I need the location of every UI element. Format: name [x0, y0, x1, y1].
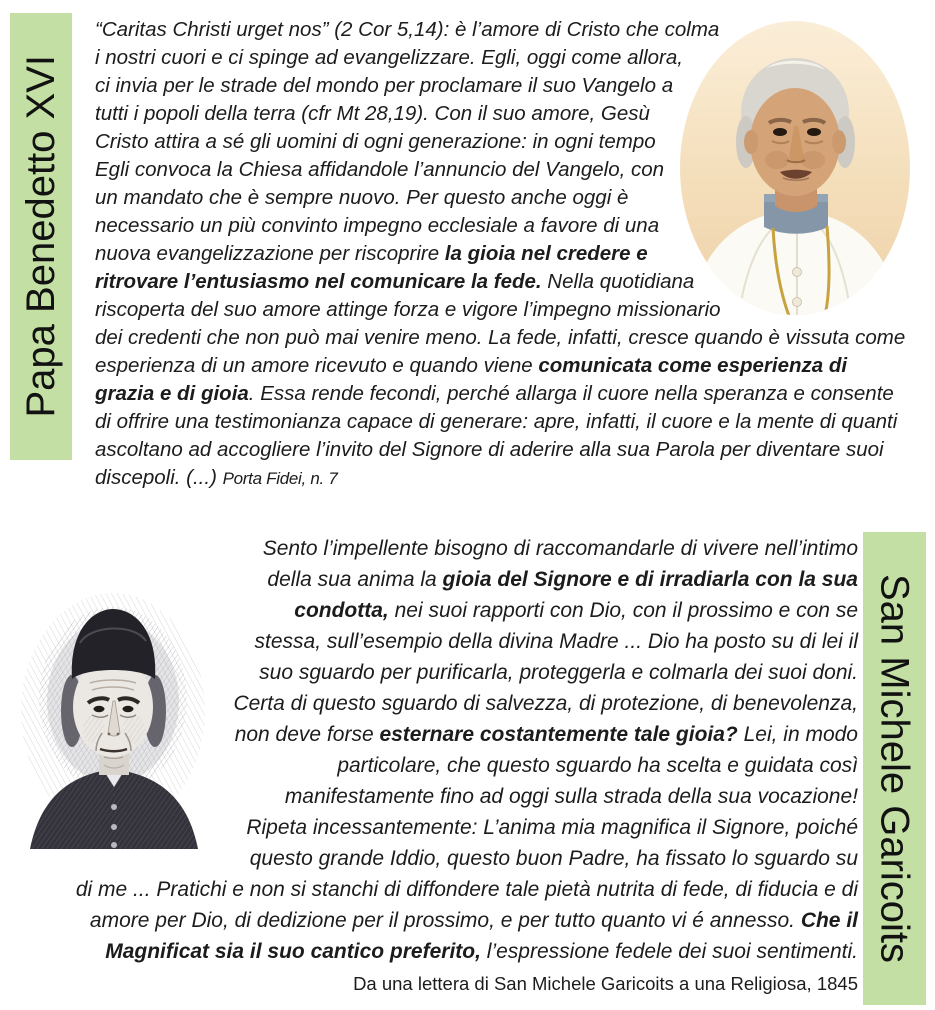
side-label-san-michele-garicoits-text: San Michele Garicoits	[872, 573, 917, 964]
pope-photo	[679, 20, 911, 316]
garicoits-quote-text: Sento l’impellente bisogno di raccomandarle di vivere nell’intimo della sua anima la gioia del Signore e di irradiarla con la sua condotta, nei suoi rapporti con Dio, con il prossimo e con se stessa, sull’esempio della divina Madre ... Dio ha posto su di lei il suo sguardo per purificarla, proteggerla e colmarla dei suoi doni. Certa di questo sguardo di salvezza, di protezione, di benevolenza, non deve forse esternare costantemente tale gioia? Lei, in modo particolare, che questo sguardo ha scelta e guidata così manifestamente fino ad oggi sulla strada della sua vocazione! Ripeta incessantemente: L’anima mia magnifica il Signore, poiché questo grande Iddio, questo buon Padre, ha fissato lo sguardo su di me ... Pratichi e non si stanchi di diffondere tale pietà nutrita di fede, di fiducia e di amore per Dio, di dedizione per il prossimo, e per tutto quanto vi é annesso. Che il Magnificat sia il suo cantico preferito, l’espressione fedele dei suoi sentimenti.	[75, 537, 858, 963]
pope-photo-illustration	[679, 20, 911, 316]
papal-quote-text: “Caritas Christi urget nos” (2 Cor 5,14): è l’amore di Cristo che colma i nostri cuori e ci spinge ad evangelizzare. Egli, oggi come allora, ci invia per le strade del mondo per proclamare il suo Vangelo a tutti i popoli della terra (cfr Mt 28,19). Con il suo amore, Gesù Cristo attira a sé gli uomini di ogni generazione: in ogni tempo Egli convoca la Chiesa affidandole l’annuncio del Vangelo, con un mandato che è sempre nuovo. Per questo anche oggi è necessario un più convinto impegno ecclesiale a favore di una nuova evangelizzazione per riscoprire la gioia nel credere e ritrovare l’entusiasmo nel comunicare la fede. Nella quotidiana riscoperta del suo amore attinge forza e vigore l’impegno missionario dei credenti che non può mai venire meno. La fede, infatti, cresce quando è vissuta come esperienza di un amore ricevuto e quando viene comunicata come esperienza di grazia e di gioia. Essa rende fecondi, perché allarga il cuore nella speranza e consente di offrire una testimonianza capace di generare: apre, infatti, il cuore e la mente di quanti ascoltano ad accogliere l’invito del Signore di aderire alla sua Parola per diventare suoi discepoli. (...) Porta Fidei, n. 7	[95, 18, 906, 489]
garicoits-portrait	[14, 581, 214, 849]
papal-quote-block	[95, 16, 911, 493]
side-label-san-michele-garicoits	[863, 532, 926, 1005]
garicoits-quote-block	[12, 533, 858, 999]
side-label-papa-benedetto	[10, 13, 72, 460]
garicoits-portrait-illustration	[14, 581, 214, 849]
letter-attribution: Da una lettera di San Michele Garicoits a una Religiosa, 1845	[353, 973, 858, 994]
side-label-papa-benedetto-text: Papa Benedetto XVI	[19, 55, 63, 418]
